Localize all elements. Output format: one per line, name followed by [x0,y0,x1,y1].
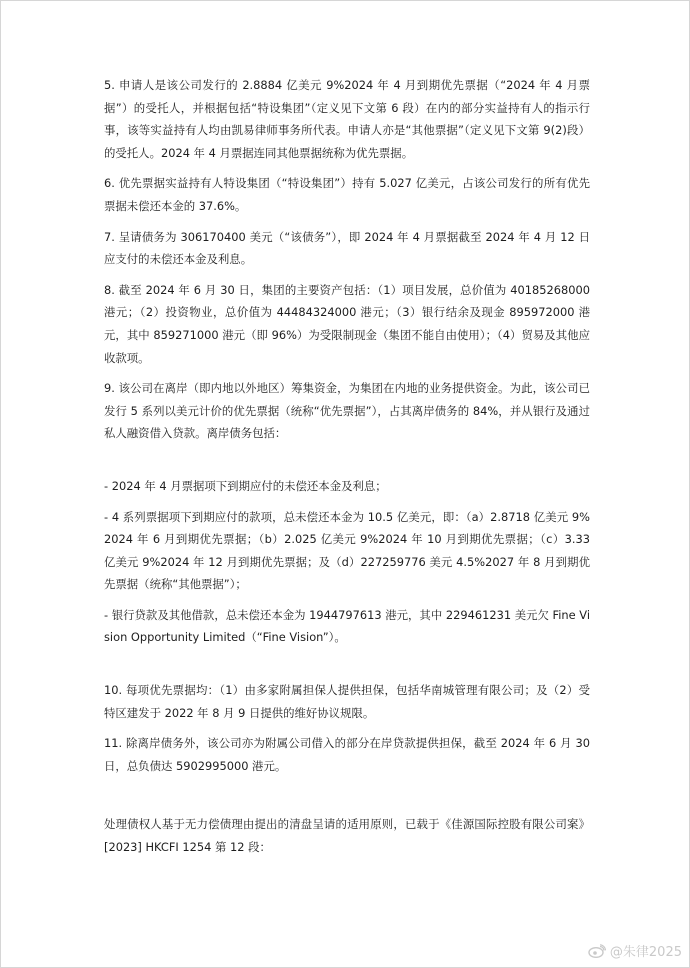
principles-paragraph: 处理债权人基于无力偿债理由提出的清盘呈请的适用原则，已载于《佳源国际控股有限公司案》[2023] HKCFI 1254 第 12 段： [104,817,590,855]
paragraph-11: 11. 除离岸债务外，该公司亦为附属公司借入的部分在岸贷款提供担保，截至 2024 年 6 月 30 日，总负债达 5902995000 港元。 [104,736,590,773]
paragraph-10: 10. 每项优先票据均：（1）由多家附属担保人提供担保，包括华南城管理有限公司；及（2）受特区建发于 2022 年 8 月 9 日提供的维好协议规限。 [104,683,590,720]
offshore-debt-item-2: - 4 系列票据项下到期应付的款项，总未偿还本金为 10.5 亿美元，即：（a）2.8718 亿美元 9%2024 年 6 月到期优先票据；（b）2.025 亿美元 9%2024 年 10 月到期优先票据；（c）3.33 亿美元 9%2024 年 12 月到期优先票据；及（d）227259776 美元 4.5%2027 年 8 月到期优先票据（统称“其他票据”）； [104,509,590,592]
paragraph-9: 9. 该公司在离岸（即内地以外地区）筹集资金，为集团在内地的业务提供资金。为此，该公司已发行 5 系列以美元计价的优先票据（统称“优先票据”），占其离岸债务的 84%，并从银行及通过私人融资借入贷款。离岸债务包括： [104,381,590,441]
offshore-debt-item-1: - 2024 年 4 月票据项下到期应付的未偿还本金及利息； [104,478,387,493]
document-body [104,74,590,867]
paragraph-7: 7. 呈请债务为 306170400 美元（“该债务”），即 2024 年 4 月票据截至 2024 年 4 月 12 日应支付的未偿还本金及利息。 [104,229,590,267]
watermark-text: @朱律2025 [609,945,682,960]
watermark [588,941,682,960]
paragraph-6: 6. 优先票据实益持有人特设集团（“特设集团”）持有 5.027 亿美元，占该公司发行的所有优先票据未偿还本金的 37.6%。 [104,176,590,213]
paragraph-8: 8. 截至 2024 年 6 月 30 日，集团的主要资产包括：（1）项目发展，总价值为 40185268000 港元；（2）投资物业，总价值为 44484324000 港元；（3）银行结余及现金 895972000 港元，其中 859271000 港元（即 96%）为受限制现金（集团不能自由使用）；（4）贸易及其他应收款项。 [104,282,590,365]
paragraph-5: 5. 申请人是该公司发行的 2.8884 亿美元 9%2024 年 4 月到期优先票据（“2024 年 4 月票据”）的受托人，并根据包括“特设集团”（定义见下文第 6 段）在内的部分实益持有人的指示行事，该等实益持有人均由凯易律师事务所代表。申请人亦是“其他票据”（定义见下文第 9(2)段）的受托人。2024 年 4 月票据连同其他票据统称为优先票据。 [104,78,590,160]
offshore-debt-item-3: - 银行贷款及其他借款，总未偿还本金为 1944797613 港元，其中 229461231 美元欠 Fine Vision Opportunity Limited（“Fine Vision”）。 [104,607,590,645]
weibo-logo-icon [588,944,606,958]
